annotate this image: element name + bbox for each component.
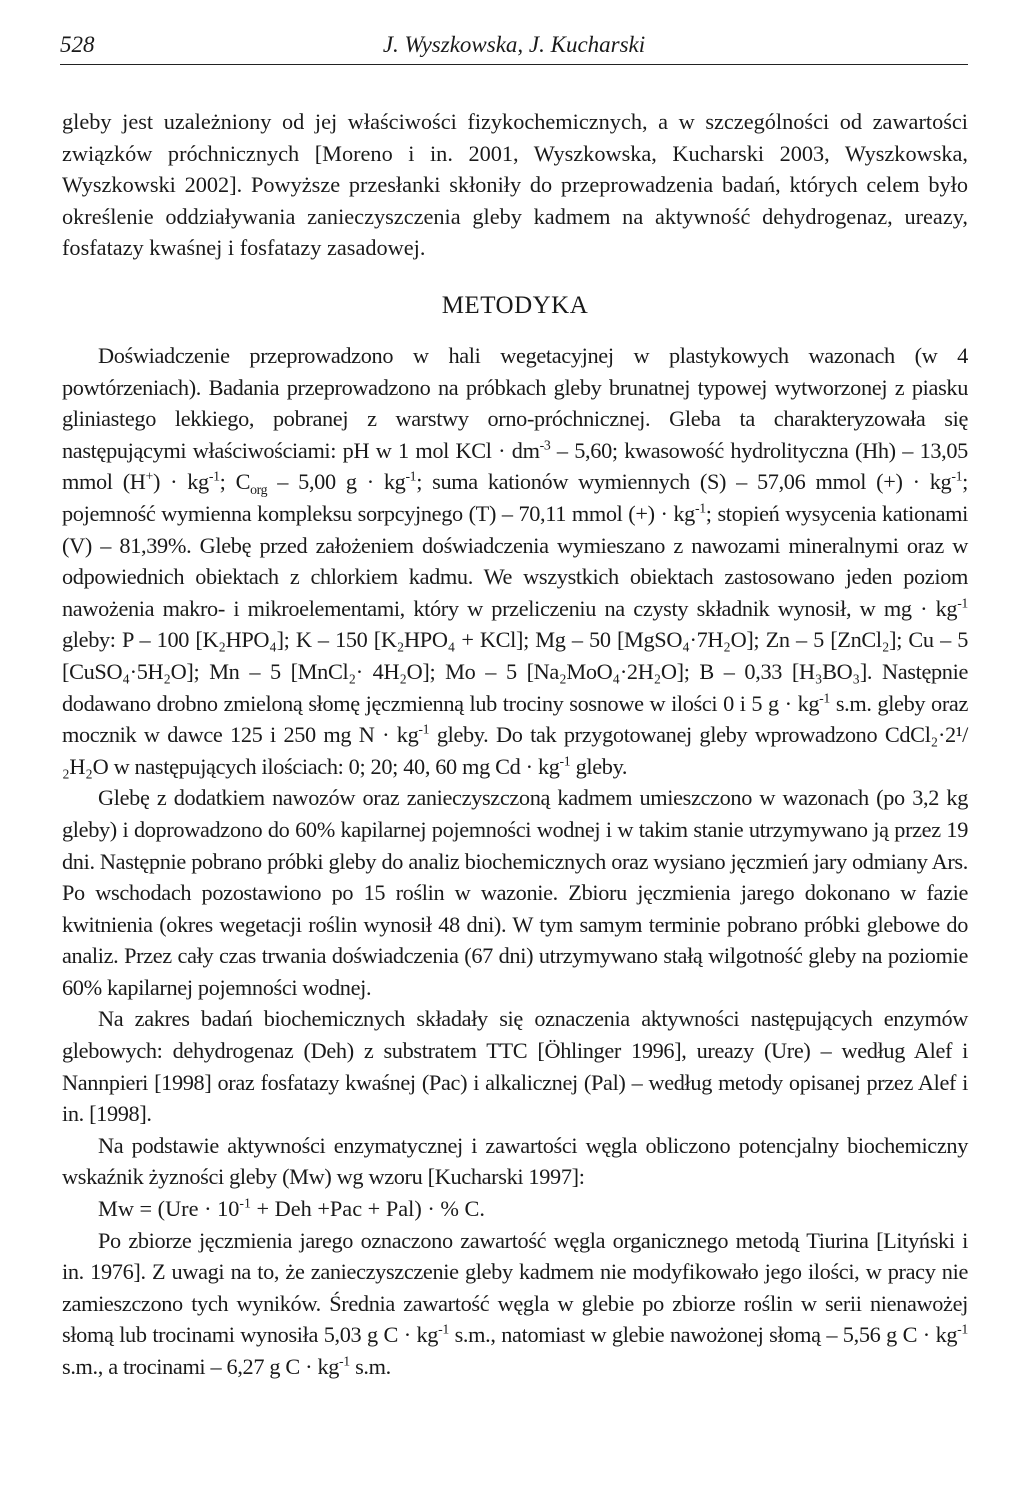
page-number: 528 — [60, 32, 95, 57]
methods-paragraph-5: Po zbiorze jęczmienia jarego oznaczono zawartość węgla organicznego metodą Tiurina [Lityński i in. 1976]. Z uwagi na to, że zanieczyszczenie gleby kadmem nie modyfikowało jego ilości, w pracy nie zamieszczono tych wyników. Średnia zawartość węgla w glebie po zbiorze roślin w serii nienawożej słomą lub trocinami wynosiła 5,03 g $C \cdot kg^{-1}$ s.m., natomiast w glebie nawożonej słomą – 5,56 g $C \cdot kg^{-1}$ s.m., a trocinami – 6,27 g $C \cdot kg^{-1}$ s.m. — [62, 1227, 968, 1379]
methods-paragraph-2: Glebę z dodatkiem nawozów oraz zanieczyszczoną kadmem umieszczono w wazonach (po 3,2 kg gleby) i doprowadzono do 60% kapilarnej pojemności wodnej i w takim stanie utrzymywano ją przez 19 dni. Następnie pobrano próbki gleby do analiz biochemicznych oraz wysiano jęczmień jary odmiany Ars. Po wschodach pozostawiono po 15 roślin w wazonie. Zbioru jęczmienia jarego dokonano w fazie kwitnienia (okres wegetacji roślin wynosił 48 dni). W tym samym terminie pobrano próbki glebowe do analiz. Przez cały czas trwania doświadczenia (67 dni) utrzymywano stałą wilgotność gleby na poziomie 60% kapilarnej pojemności wodnej. — [62, 785, 968, 1000]
methods-paragraph-3: Na zakres badań biochemicznych składały się oznaczenia aktywności następujących enzymów glebowych: dehydrogenaz (Deh) z substratem TTC [Öhlinger 1996], ureazy (Ure) – według Alef i Nannpieri [1998] oraz fosfatazy kwaśnej (Pac) i alkalicznej (Pal) – według metody opisanej przez Alef i in. [1998]. — [62, 1006, 968, 1127]
methods-block — [62, 340, 968, 1383]
methods-paragraph-1: Doświadczenie przeprowadzono w hali wegetacyjnej w plastykowych wazonach (w 4 powtórzeniach). Badania przeprowadzono na próbkach gleby brunatnej typowej wytworzonej z piasku gliniastego lekkiego, pobranej z warstwy orno-próchnicznej. Gleba ta charakteryzowała się następującymi właściwościami: pH w 1 mol KCl · $dm^{-3} - 5,60$; kwasowość hydrolityczna (Hh) – 13,05 mmol $(H^+) \cdot kg^{-1}$; $C_{org} - 5,00$ $g \cdot kg^{-1}$; suma kationów wymiennych (S) – 57,06 mmol (+) · $kg^{-1}$; pojemność wymienna kompleksu sorpcyjnego (T) – 70,11 mmol (+) · $kg^{-1}$; stopień wysycenia kationami (V) – 81,39%. Glebę przed założeniem doświadczenia wymieszano z nawozami mineralnymi oraz w odpowiednich obiektach z chlorkiem kadmu. We wszystkich obiektach zastosowano jeden poziom nawożenia makro- i mikroelementami, który w przeliczeniu na czysty składnik wynosił, w mg · $kg^{-1}$ gleby: P – 100 [K₂HPO₄]; K – 150 [K₂HPO₄ + KCl]; Mg – 50 [MgSO₄·7H₂O]; Zn – 5 [ZnCl₂]; Cu – 5 [CuSO₄·5H₂O]; Mn – 5 [MnCl₂· 4H₂O]; Mo – 5 [Na₂MoO₄·2H₂O]; B – 0,33 [H₃BO₃]. Następnie dodawano drobno zmieloną słomę jęczmienną lub trociny sosnowe w ilości 0 i 5 $g \cdot kg^{-1}$ s.m. gleby oraz mocznik w dawce 125 i 250 mg $N \cdot kg^{-1}$ gleby. Do tak przygotowanej gleby wprowadzono CdCl₂·2¹/₂H₂O w następujących ilościach: 0; 20; 40, 60 mg $Cd \cdot kg^{-1}$ gleby. — [62, 343, 969, 779]
page-header — [60, 30, 968, 65]
methods-paragraph-4: Na podstawie aktywności enzymatycznej i zawartości węgla obliczono potencjalny biochemiczny wskaźnik żyzności gleby (Mw) wg wzoru [Kucharski 1997]: — [62, 1132, 968, 1190]
section-heading: METODYKA — [441, 292, 589, 319]
intro-block — [62, 106, 968, 264]
fertility-formula: $Mw = (Ure \cdot 10^{-1}$ + Deh +Pac + Pal) · % C. — [98, 1195, 485, 1222]
running-title: J. Wyszkowska, J. Kucharski — [382, 32, 646, 57]
intro-paragraph: gleby jest uzależniony od jej właściwości fizykochemicznych, a w szczególności od zawartości związków próchnicznych [Moreno i in. 2001, Wyszkowska, Kucharski 2003, Wyszkowska, Wyszkowski 2002]. Powyższe przesłanki skłoniły do przeprowadzenia badań, których celem było określenie oddziaływania zanieczyszczenia gleby kadmem na aktywność dehydrogenaz, ureazy, fosfatazy kwaśnej i fosfatazy zasadowej. — [62, 109, 968, 261]
